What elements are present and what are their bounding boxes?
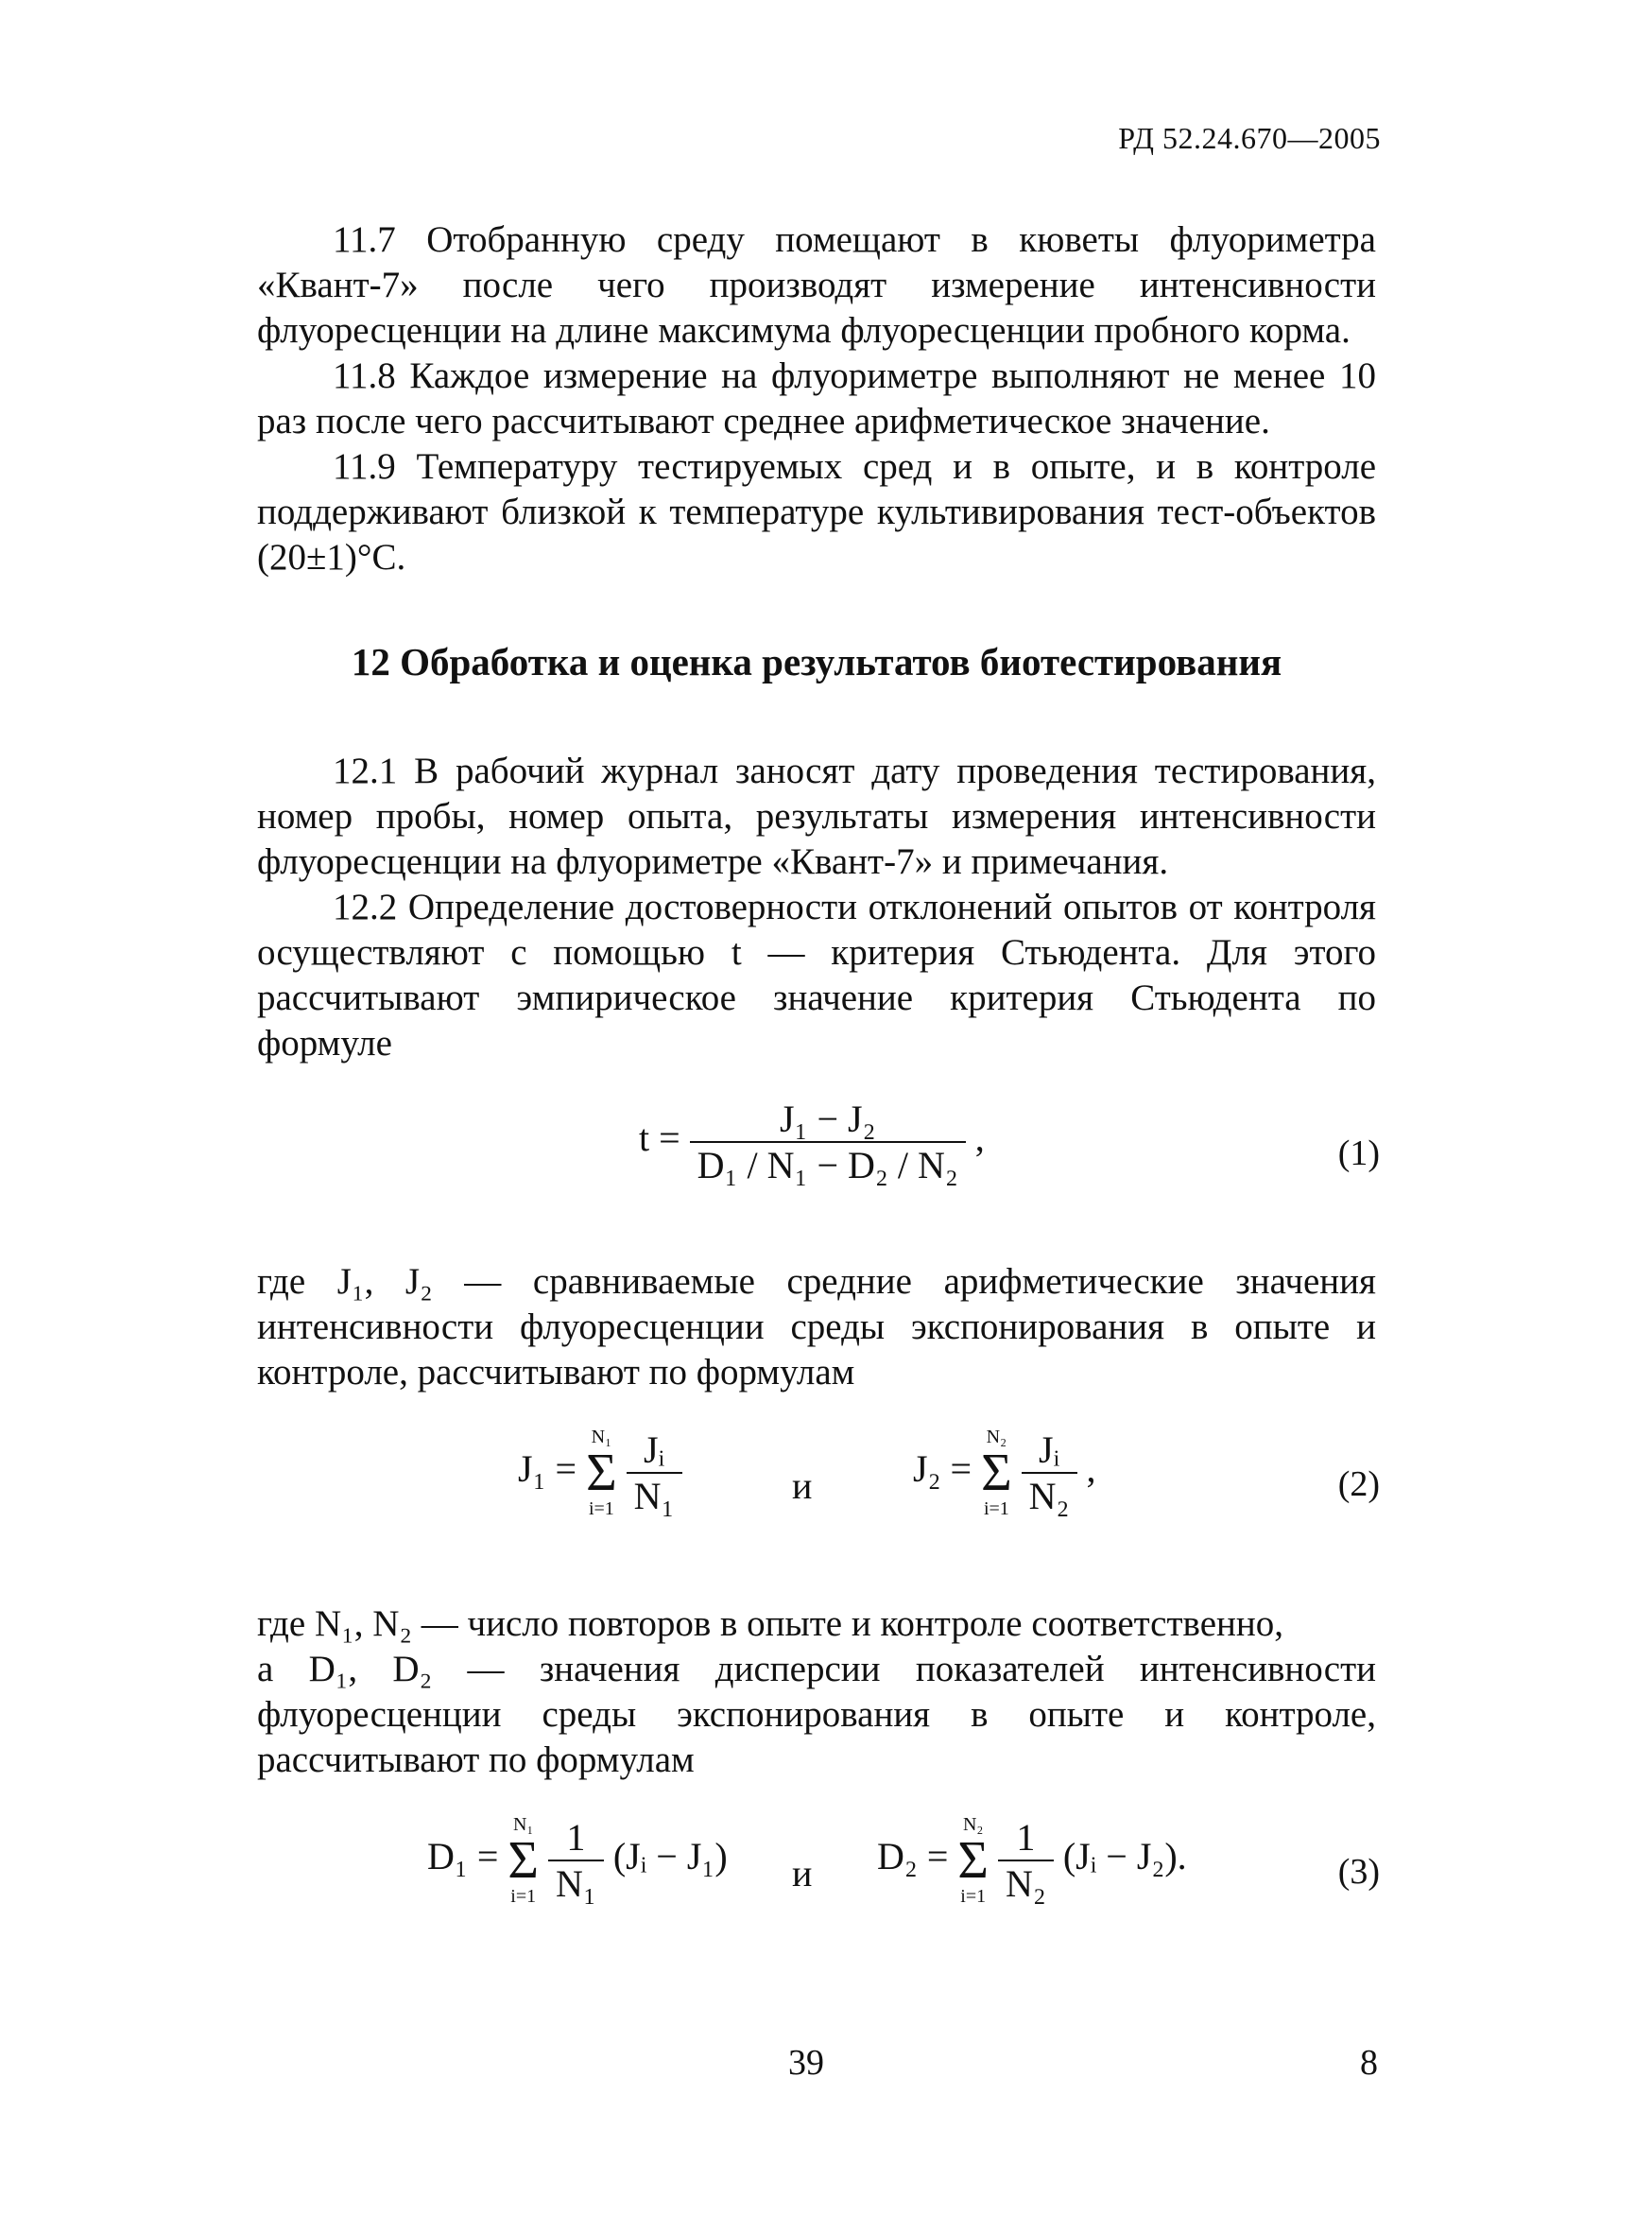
paragraph-11-7: 11.7 Отобранную среду помещают в кюветы флуориметра «Квант-7» после чего производят измерение интенсивности флуоресценции на длине максимума флуоресценции пробного корма. <box>257 219 1376 351</box>
formula-3-left-lhs: D₁ = <box>427 1835 499 1878</box>
paragraph-11-9: 11.9 Температуру тестируемых сред и в опыте, и в контроле поддерживают близкой к температуре культивирования тест-объектов (20±1)°С. <box>257 446 1376 578</box>
formula-1-numerator: J₁ − J₂ <box>690 1097 966 1143</box>
formula-3-left-lower-limit: i=1 <box>510 1886 537 1907</box>
formula-2-right-fraction <box>1022 1427 1077 1518</box>
formula-2-left-fraction <box>627 1427 682 1518</box>
formula-2-right-upper-limit: N₂ <box>986 1427 1007 1447</box>
equation-number-2: (2) <box>1337 1464 1380 1504</box>
formula-1-denominator: D₁ / N₁ − D₂ / N₂ <box>697 1144 958 1186</box>
paragraph-where-j: где J₁, J₂ — сравниваемые средние арифметические значения интенсивности флуоресценции среды экспонирования в опыте и контроле, рассчитывают по формулам <box>257 1261 1376 1393</box>
paragraph-12-1: 12.1 В рабочий журнал заносят дату проведения тестирования, номер пробы, номер опыта, результаты измерения интенсивности флуоресценции на флуориметре «Квант-7» и примечания. <box>257 751 1376 882</box>
paragraph-12-2: 12.2 Определение достоверности отклонений опытов от контроля осуществляют с помощью t — критерия Стьюдента. Для этого рассчитывают эмпирическое значение критерия Стьюдента по формуле <box>257 887 1376 1064</box>
section-12-text <box>257 749 1376 1066</box>
paragraph-and-d: а D₁, D₂ — значения дисперсии показателей интенсивности флуоресценции среды экспонирования в опыте и контроле, рассчитывают по формулам <box>257 1649 1376 1780</box>
page-number-center: 39 <box>788 2043 824 2083</box>
formula-3-conjunction: и <box>792 1852 813 1895</box>
formula-3-left-fraction <box>548 1815 604 1906</box>
section-11-text <box>257 217 1376 580</box>
formula-3-right-lhs: D₂ = <box>877 1835 949 1878</box>
formula-2-conjunction: и <box>792 1464 813 1507</box>
formula-2-left-lower-limit: i=1 <box>588 1498 614 1519</box>
formula-2-right-lower-limit: i=1 <box>983 1498 1009 1519</box>
formula-3-left-numerator: 1 <box>548 1815 604 1861</box>
sigma-symbol: Σ <box>957 1831 989 1890</box>
paragraph-11-8: 11.8 Каждое измерение на флуориметре выполняют не менее 10 раз после чего рассчитывают среднее арифметическое значение. <box>257 355 1376 441</box>
formula-2-left-lhs: J₁ = <box>518 1447 577 1491</box>
formula-3-right-fraction <box>998 1815 1054 1906</box>
formula-2-left-sum <box>586 1427 617 1518</box>
section-12-heading: 12 Обработка и оценка результатов биотестирования <box>351 640 1282 683</box>
paragraph-where-n: где N₁, N₂ — число повторов в опыте и контроле соответственно, <box>257 1603 1284 1644</box>
formula-3-left-sum <box>508 1815 539 1906</box>
sigma-symbol: Σ <box>981 1444 1012 1502</box>
formula-3-right-lower-limit: i=1 <box>960 1886 987 1907</box>
formula-2-left-denominator: N₁ <box>633 1475 675 1517</box>
formula-2-right-denominator: N₂ <box>1028 1475 1070 1517</box>
explanation-after-formula-1 <box>257 1259 1376 1395</box>
formula-1 <box>639 1097 985 1187</box>
formula-3-right <box>877 1815 1187 1906</box>
formula-3-right-sum <box>957 1815 989 1906</box>
sigma-symbol: Σ <box>586 1444 617 1502</box>
formula-3-right-tail: (Jᵢ − J₂). <box>1062 1835 1187 1878</box>
formula-3-left-denominator: N₁ <box>555 1862 596 1905</box>
page-number-right: 8 <box>1360 2043 1378 2083</box>
equation-number-1: (1) <box>1337 1133 1380 1173</box>
sigma-symbol: Σ <box>508 1831 539 1890</box>
formula-3-right-upper-limit: N₂ <box>962 1814 984 1835</box>
formula-1-tail: , <box>974 1116 985 1160</box>
formula-2-left-numerator: Jᵢ <box>627 1427 682 1474</box>
explanation-after-formula-2 <box>257 1601 1376 1783</box>
formula-3-left-upper-limit: N₁ <box>512 1814 534 1835</box>
formula-2-right <box>913 1427 1096 1518</box>
formula-1-fraction <box>690 1097 966 1187</box>
formula-2-right-lhs: J₂ = <box>913 1447 972 1491</box>
equation-number-3: (3) <box>1337 1852 1380 1892</box>
formula-3-left <box>427 1815 728 1906</box>
formula-2-left <box>518 1427 682 1518</box>
formula-3-left-tail: (Jᵢ − J₁) <box>612 1835 728 1878</box>
document-code: РД 52.24.670—2005 <box>1118 121 1381 155</box>
formula-1-lhs: t = <box>639 1116 680 1160</box>
formula-3-right-numerator: 1 <box>998 1815 1054 1861</box>
formula-2-right-tail: , <box>1086 1447 1096 1491</box>
formula-2-right-numerator: Jᵢ <box>1022 1427 1077 1474</box>
formula-2-left-upper-limit: N₁ <box>591 1427 612 1447</box>
formula-2-right-sum <box>981 1427 1012 1518</box>
formula-3-right-denominator: N₂ <box>1005 1862 1046 1905</box>
